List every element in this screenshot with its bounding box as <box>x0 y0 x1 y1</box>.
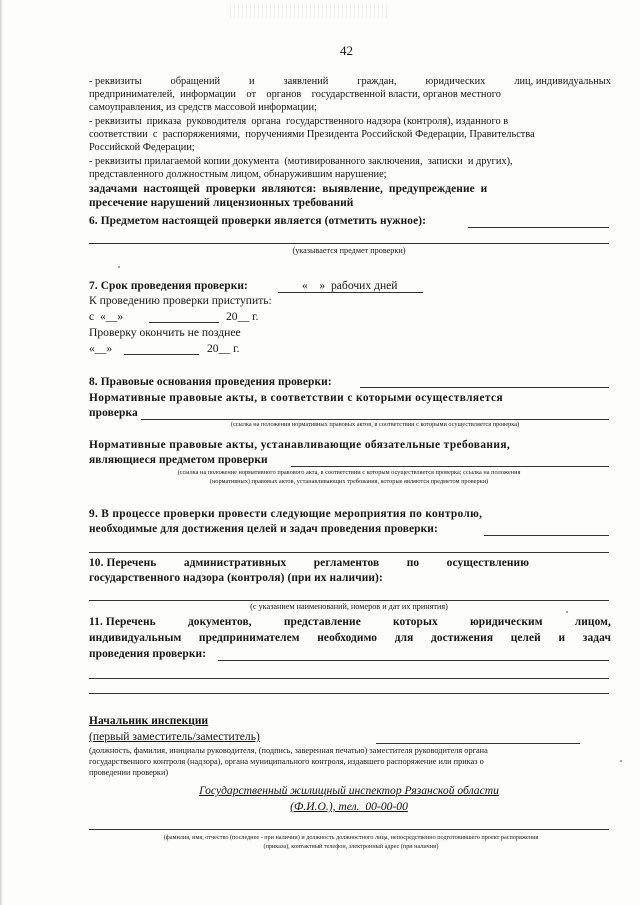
tasks-line-2: пресечение нарушений лицензионных требований <box>89 197 354 209</box>
section-6-fill-line[interactable] <box>468 227 609 228</box>
scan-speck <box>620 760 622 762</box>
section-9-fill-line[interactable] <box>484 535 609 536</box>
section-11-word: необходимо <box>317 632 378 644</box>
intro-line-8: представленного должностным лицом, обнаружившим нарушение; <box>89 169 387 180</box>
section-6-heading: 6. Предметом настоящей проверки является (отметить нужное): <box>89 215 427 227</box>
section-11-word: задач <box>582 632 611 644</box>
intro-word: - реквизиты <box>89 76 142 87</box>
section-7-days: « » рабочих дней <box>302 279 398 292</box>
section-7-start-year: 20__ г. <box>226 310 259 323</box>
section-11-line-3: проведения проверки: <box>89 648 207 660</box>
section-7-start-label: К проведению проверки приступить: <box>89 294 272 307</box>
intro-line-2: предпринимателей, информации от органов государственной власти, органов местного <box>89 89 501 100</box>
section-10-line-2: государственного надзора (контроля) (при их наличии): <box>89 572 383 584</box>
section-11-word: предпринимателем <box>198 632 300 644</box>
intro-word: и <box>249 76 255 87</box>
intro-line-4: - реквизиты приказа руководителя органа государственного надзора (контроля), изданного в <box>89 116 509 127</box>
intro-line-1 <box>89 76 611 88</box>
section-11-word: 11. Перечень <box>89 616 156 628</box>
scan-edge-left <box>0 0 3 905</box>
intro-word: лиц, индивидуальных <box>514 76 611 87</box>
page-number: 42 <box>340 43 353 58</box>
inspector-line-1: Государственный жилищный инспектор Рязанской области <box>199 784 499 797</box>
scan-noise-top <box>230 4 390 18</box>
section-11-fill-line[interactable] <box>218 660 609 661</box>
section-8-heading: 8. Правовые основания проведения проверки: <box>89 376 332 388</box>
section-7-end-prefix: «__» <box>89 342 113 355</box>
scan-speck <box>118 266 120 268</box>
section-8-acts1-line-1: Нормативные правовые акты, в соответствии с которыми осуществляется <box>89 392 504 404</box>
section-11-word: представление <box>283 616 361 628</box>
bottom-fill-line[interactable] <box>89 829 609 830</box>
section-11-word: юридическим <box>469 616 543 628</box>
intro-line-3: самоуправления, из средств массовой информации; <box>89 102 317 113</box>
section-7-end-year: 20__ г. <box>207 342 240 355</box>
section-7-start-date-fill[interactable] <box>149 322 219 323</box>
section-6-fill-line-2[interactable] <box>89 243 609 244</box>
intro-word: заявлений <box>283 76 329 87</box>
section-8-acts2-fill[interactable] <box>291 466 609 467</box>
section-8-acts2-caption-2: (нормативных) правовых актов, устанавливающих требования, которые являются предметом проверки) <box>209 478 489 485</box>
section-11-fill-line-2[interactable] <box>89 678 609 679</box>
section-10-word: административных <box>183 557 287 569</box>
intro-word: юридических <box>425 76 486 87</box>
section-7-heading: 7. Срок проведения проверки: <box>89 280 248 292</box>
tasks-line-1: задачами настоящей проверки являются: выявление, предупреждение и <box>89 183 488 195</box>
section-11-word: лицом, <box>574 616 611 628</box>
section-9-fill-line-2[interactable] <box>89 552 609 553</box>
section-11-word: достижения <box>430 632 494 644</box>
section-8-acts1-caption: (ссылка на положения нормативных правовых актов, в соответствии с которыми осуществляется проверка) <box>230 421 520 428</box>
intro-word: обращений <box>170 76 221 87</box>
section-11-line-1 <box>89 615 611 629</box>
section-10-word: регламентов <box>313 557 380 569</box>
section-11-word: целей <box>510 632 541 644</box>
section-7-end-date-fill[interactable] <box>124 354 199 355</box>
signature-chief: Начальник инспекции <box>89 715 209 727</box>
section-8-acts1-fill[interactable] <box>141 419 609 420</box>
section-10-caption: (с указанием наименований, номеров и дат их принятия) <box>250 602 448 611</box>
section-10-word: 10. Перечень <box>89 557 157 569</box>
section-11-fill-line-3[interactable] <box>89 693 609 694</box>
signature-caption-2: государственного контроля (надзора), органа муниципального контроля, издавшего распоряжение или приказ о <box>89 757 484 766</box>
section-10-fill-line[interactable] <box>89 600 609 601</box>
section-9-line-1: 9. В процессе проверки провести следующие мероприятия по контролю, <box>89 508 483 520</box>
section-8-acts1-line-2: проверка <box>89 407 138 419</box>
section-11-line-2 <box>89 631 611 645</box>
signature-fill-line[interactable] <box>376 743 580 744</box>
section-11-word: которых <box>393 616 438 628</box>
intro-line-7: - реквизиты прилагаемой копии документа (мотивированного заключения, записки и других), <box>89 156 513 167</box>
intro-line-5: соответствии с распоряжениями, поручениями Президента Российской Федерации, Правительства <box>89 129 535 140</box>
section-8-acts2-caption-1: (ссылка на положение нормативного правового акта, в соответствии с которым осуществляется проверка; ссылка на положения <box>177 469 521 476</box>
signature-deputy: (первый заместитель/заместитель) <box>89 730 260 743</box>
section-10-word: осуществлению <box>446 557 529 569</box>
section-7-start-prefix: с «__» <box>89 310 124 323</box>
section-11-word: для <box>394 632 414 644</box>
section-10-word: по <box>406 557 420 569</box>
bottom-caption-1: (фамилия, имя, отчество (последнее - при наличии) и должность должностного лица, непосредственно подготовившего проект распоряжения <box>163 834 539 841</box>
section-9-line-2: необходимые для достижения целей и задач проведения проверки: <box>89 523 438 535</box>
intro-line-6: Российской Федерации; <box>89 142 195 153</box>
inspector-line-2: (Ф.И.О.), тел. 00-00-00 <box>290 800 408 813</box>
section-7-end-label: Проверку окончить не позднее <box>89 326 241 339</box>
section-10-line-1 <box>89 556 529 570</box>
section-11-word: индивидуальным <box>89 632 182 644</box>
section-8-acts2-line-2: являющиеся предметом проверки <box>89 454 268 466</box>
signature-caption-1: (должность, фамилия, инициалы руководителя, (подпись, заверенная печатью) заместителя руководителя органа <box>89 746 488 755</box>
section-6-caption: (указывается предмет проверки) <box>292 246 406 255</box>
bottom-caption-2: (приказа), контактный телефон, электронный адрес (при наличии) <box>263 843 439 850</box>
section-8-acts2-line-1: Нормативные правовые акты, устанавливающие обязательные требования, <box>89 439 511 451</box>
section-11-word: документов, <box>187 616 252 628</box>
intro-word: граждан, <box>357 76 397 87</box>
section-8-fill-line[interactable] <box>360 387 609 388</box>
section-11-word: и <box>558 632 566 644</box>
signature-caption-3: проведении проверки) <box>89 768 169 777</box>
